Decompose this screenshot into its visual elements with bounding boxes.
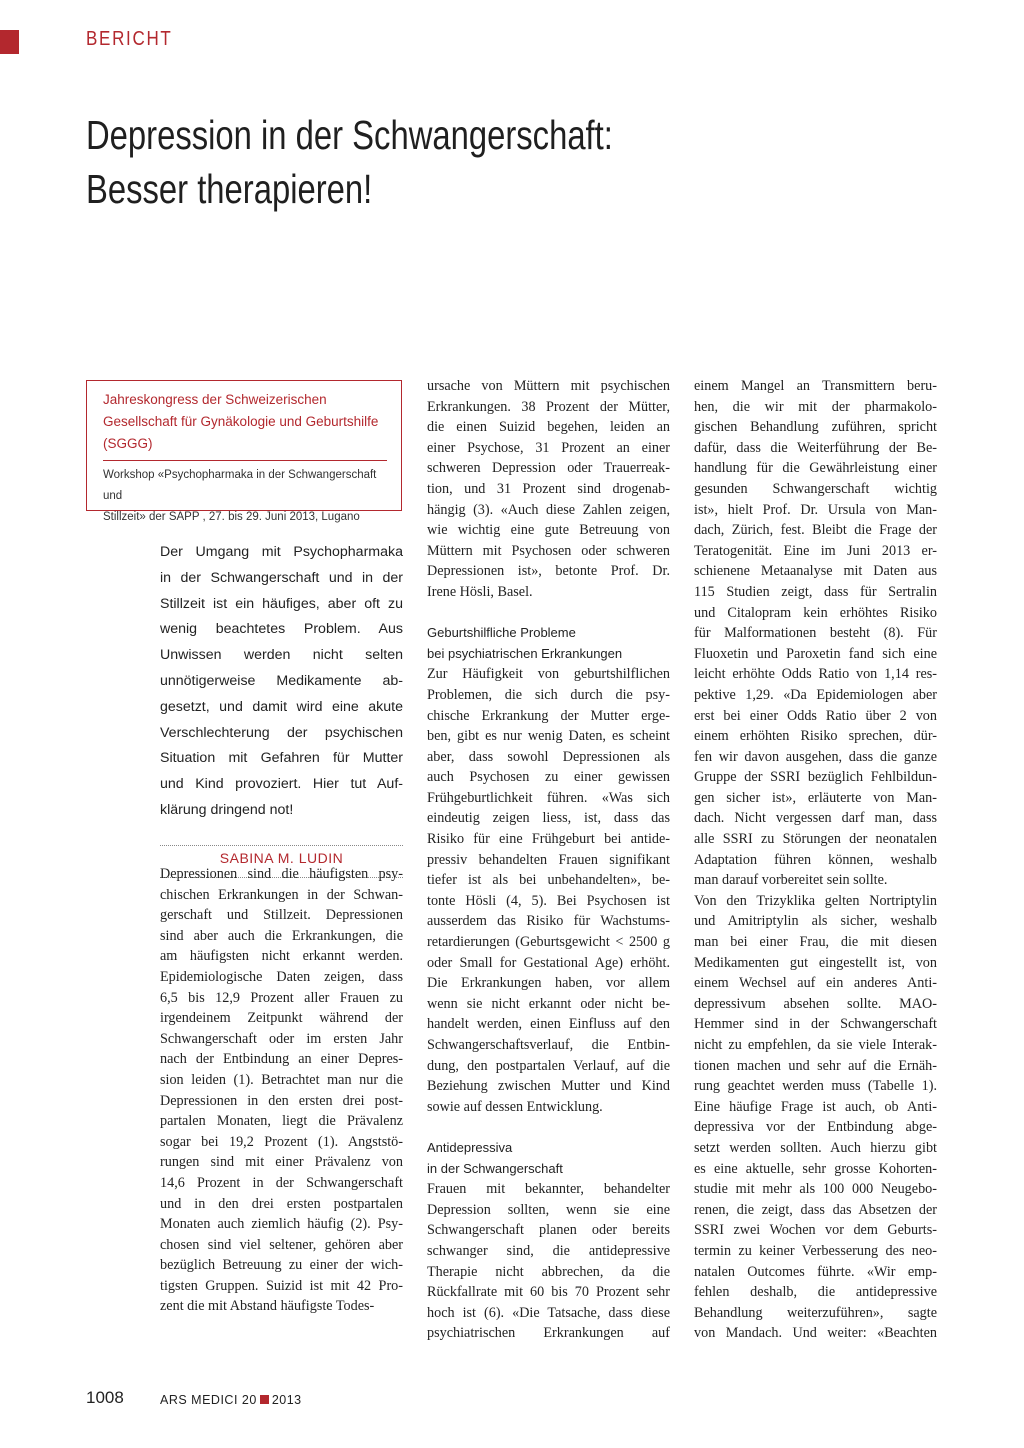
- text-line: leicht erhöhte Odds Ratio von 1,14 res-: [694, 666, 937, 683]
- title-line: Depression in der Schwangerschaft:: [86, 112, 613, 158]
- text-line: Adaptation führen können, weshalb: [694, 851, 937, 868]
- text-line: Risiko für eine Frühgeburt bei antide-: [427, 831, 670, 848]
- text-line: Depressionen sind die häufigsten psy-: [160, 866, 403, 882]
- text-line: handelt werden, einen Einfluss auf den: [427, 1016, 670, 1033]
- text-line: die einen Suizid begehen, leiden an: [427, 419, 670, 436]
- text-line: Der Umgang mit Psychopharmaka: [160, 544, 403, 560]
- author-name: SABINA M. LUDIN: [219, 850, 344, 866]
- text-line: unnötigerweise Medikamente ab-: [160, 672, 403, 689]
- congress-line: Gesellschaft für Gynäkologie und Geburtshilfe: [103, 414, 379, 429]
- text-line: depressiva vor der Entbindung abge-: [694, 1119, 937, 1136]
- subheading-line: in der Schwangerschaft: [427, 1160, 563, 1176]
- text-line: gerschaft und Stillzeit. Depressionen: [160, 907, 403, 924]
- text-line: Gruppe der SSRI bezüglich Fehlbildun-: [694, 769, 937, 786]
- workshop-info: [103, 465, 387, 528]
- text-line: tigsten Gruppen. Suizid ist mit 42 Pro-: [160, 1277, 403, 1294]
- text-line: Depressionen ist», betonte Prof. Dr.: [427, 563, 670, 580]
- body-paragraph: [694, 376, 937, 891]
- text-line: wenn sie nicht erkannt oder nicht be-: [427, 995, 670, 1012]
- text-line: Unwissen werden nicht selten: [160, 647, 403, 664]
- text-line: Situation mit Gefahren für Mutter: [160, 750, 403, 767]
- text-line: renen, die zeigt, dass das Absetzen der: [694, 1201, 937, 1218]
- subheading-line: Geburtshilfliche Probleme: [427, 625, 576, 641]
- text-line: tonte Hösli (4, 5). Bei Psychosen ist: [427, 892, 670, 909]
- text-line: Schwangerschaft oder im ersten Jahr: [160, 1030, 403, 1047]
- text-line: depressivum absehen sollte. MAO-: [694, 995, 937, 1012]
- text-line: chosen sind viel seltener, gehören aber: [160, 1236, 403, 1253]
- journal-name: ARS MEDICI 20: [160, 1393, 257, 1407]
- page-number: 1008: [86, 1388, 124, 1407]
- text-line: Irene Hösli, Basel.: [427, 583, 533, 600]
- text-line: Monaten auch ziemlich häufig (2). Psy-: [160, 1216, 403, 1233]
- text-line: rungen sind mit einer Prävalenz von: [160, 1154, 403, 1171]
- author-rule-top: [160, 845, 403, 846]
- text-line: dung, den postpartalen Verlauf, auf die: [427, 1057, 670, 1074]
- body-paragraph: [694, 891, 937, 1344]
- separator-square: [260, 1395, 269, 1404]
- text-line: Depression sollten, wenn sie eine: [427, 1201, 670, 1218]
- body-column-1: [160, 864, 403, 1317]
- text-line: auch Psychosen zu einer gewissen: [427, 769, 670, 786]
- text-line: gesetzt, und damit wird eine akute: [160, 698, 403, 715]
- text-line: einer Psychose, 31 Prozent an einer: [427, 439, 670, 456]
- text-line: dach. Nicht vergessen darf man, dass: [694, 810, 937, 827]
- text-line: Fluoxetin und Paroxetin fand sich eine: [694, 645, 937, 662]
- text-line: termin zu keiner Verbesserung des neo-: [694, 1242, 937, 1259]
- text-line: eindeutig zeigen liess, ist, dass das: [427, 810, 670, 827]
- text-line: bezüglich Betreuung zu einer der wich-: [160, 1257, 403, 1274]
- text-line: dach, Zürich, fest. Bleibt die Frage der: [694, 522, 937, 539]
- text-line: oder Small for Gestational Age) erhöht.: [427, 954, 670, 971]
- text-line: man darauf vorbereitet sein sollte.: [694, 872, 888, 889]
- text-line: sind aber auch die Erkrankungen, die: [160, 927, 403, 944]
- text-line: Problemen, die sich durch die psy-: [427, 686, 670, 703]
- text-line: Schwangerschaftsverlauf, die Entbin-: [427, 1037, 670, 1053]
- text-line: 115 Studien zeigt, dass für Sertralin: [694, 583, 937, 600]
- text-line: ausserdem das Risiko für Wachstums-: [427, 913, 670, 930]
- text-line: einem Wechsel auf ein anderes Anti-: [694, 975, 937, 992]
- text-line: ben, gibt es nur wenig Daten, es scheint: [427, 728, 670, 745]
- text-line: rung geachtet werden muss (Tabelle 1).: [694, 1078, 937, 1095]
- congress-info-box: [86, 380, 402, 523]
- text-line: in der Schwangerschaft und in der: [160, 569, 403, 586]
- text-line: natalen Outcomes führte. «Wir emp-: [694, 1263, 937, 1280]
- workshop-line: Workshop «Psychopharmaka in der Schwangerschaft und: [103, 469, 377, 502]
- lead-paragraph: [160, 540, 403, 824]
- text-line: Schwangerschaft planen oder bereits: [427, 1222, 670, 1239]
- text-line: fen wir davon ausgehen, dass die ganze: [694, 748, 937, 765]
- text-line: am häufigsten nicht erkannt werden.: [160, 948, 403, 965]
- text-line: hängig (3). «Auch diese Zahlen zeigen,: [427, 501, 670, 518]
- text-line: Verschlechterung der psychischen: [160, 724, 403, 741]
- text-line: Behandlung weiterzuführen», sagte: [694, 1304, 937, 1321]
- text-line: nach der Entbindung an einer Depres-: [160, 1051, 403, 1068]
- section-label: BERICHT: [86, 28, 173, 50]
- text-line: und Kind provoziert. Hier tut Auf-: [160, 776, 403, 793]
- text-line: studie mit mehr als 100 000 Neugebo-: [694, 1181, 937, 1198]
- text-line: tiefer ist als bei unbehandelten», be-: [427, 872, 670, 889]
- body-column-2: [427, 376, 670, 1344]
- body-paragraph: [427, 376, 670, 603]
- text-line: schienene Metaanalyse mit Daten aus: [694, 563, 937, 580]
- text-line: man bei einer Frau, die mit diesen: [694, 934, 937, 951]
- text-line: Beziehung zwischen Mutter und Kind: [427, 1078, 670, 1095]
- text-line: Von den Trizyklika gelten Nortriptylin: [694, 892, 937, 909]
- text-line: wie wichtig eine gute Betreuung von: [427, 522, 670, 539]
- text-line: tion, und 31 Prozent sind drogenab-: [427, 480, 670, 497]
- journal-footer: [160, 1393, 302, 1407]
- journal-year: 2013: [271, 1393, 302, 1407]
- text-line: erst bei einer Odds Ratio über 2 von: [694, 707, 937, 724]
- text-line: psychiatrischen Erkrankungen auf: [427, 1325, 670, 1342]
- text-line: Depressionen in den ersten drei post-: [160, 1092, 403, 1109]
- text-line: Eine häufige Frage ist auch, ob Anti-: [694, 1098, 937, 1115]
- subheading-line: Antidepressiva: [427, 1139, 513, 1155]
- text-line: ist», hielt Prof. Dr. Ursula von Man-: [694, 501, 937, 518]
- text-line: Teratogenität. Eine im Juni 2013 er-: [694, 542, 937, 559]
- text-line: gischen Behandlung zuführen, spricht: [694, 419, 937, 436]
- text-line: Therapie nicht abbrechen, da die: [427, 1263, 670, 1280]
- text-line: SSRI zwei Wochen vor dem Geburts-: [694, 1222, 937, 1239]
- text-line: aber, dass sowohl Depressionen als: [427, 748, 670, 765]
- text-line: Müttern mit Psychosen oder schweren: [427, 542, 670, 559]
- text-line: handlung für die Gewährleistung einer: [694, 460, 937, 477]
- text-line: Erkrankungen. 38 Prozent der Mütter,: [427, 398, 670, 415]
- section-marker: [0, 30, 19, 54]
- text-line: von Mandach. Und weiter: «Beachten: [694, 1325, 937, 1342]
- workshop-line: Stillzeit» der SAPP , 27. bis 29. Juni 2013, Lugano: [103, 511, 360, 523]
- text-line: Stillzeit ist ein häufiges, aber oft zu: [160, 595, 403, 612]
- text-line: Hemmer sind in der Schwangerschaft: [694, 1016, 937, 1033]
- title-line: Besser therapieren!: [86, 166, 373, 212]
- text-line: schweren Depression oder Trauerreak-: [427, 460, 670, 477]
- text-line: Zur Häufigkeit von geburtshilflichen: [427, 666, 670, 683]
- text-line: nicht zu empfehlen, da sie viele Interak-: [694, 1037, 937, 1053]
- text-line: chischen Erkrankungen in der Schwan-: [160, 886, 403, 903]
- text-line: sogar bei 19,2 Prozent (1). Angststö-: [160, 1133, 403, 1150]
- text-line: Frauen mit bekannter, behandelter: [427, 1181, 670, 1198]
- info-box-divider: [103, 460, 387, 461]
- text-line: und Amitriptylin als sicher, weshalb: [694, 913, 937, 930]
- text-line: es eine aktuelle, sehr grosse Kohorten-: [694, 1160, 937, 1177]
- text-line: retardierungen (Geburtsgewicht < 2500 g: [427, 934, 670, 951]
- congress-line: (SGGG): [103, 436, 153, 451]
- text-line: 14,6 Prozent in der Schwangerschaft: [160, 1174, 403, 1191]
- text-line: Die Erkrankungen haben, vor allem: [427, 975, 670, 992]
- text-line: ursache von Müttern mit psychischen: [427, 378, 670, 394]
- text-line: setzt werden sollten. Auch hierzu gibt: [694, 1139, 937, 1156]
- body-column-3: [694, 376, 937, 1344]
- text-line: hen, die wir mit der pharmakolo-: [694, 398, 937, 415]
- text-line: und Citalopram kein erhöhtes Risiko: [694, 604, 937, 621]
- body-paragraph: [427, 1179, 670, 1344]
- text-line: gen sicher ist», erläuterte von Man-: [694, 789, 937, 806]
- text-line: klärung dringend not!: [160, 801, 294, 818]
- subheading: [427, 623, 670, 664]
- subheading-line: bei psychiatrischen Erkrankungen: [427, 645, 623, 661]
- text-line: pektive 1,29. «Da Epidemiologen aber: [694, 686, 937, 703]
- text-line: 6,5 bis 12,9 Prozent aller Frauen zu: [160, 989, 403, 1006]
- text-line: tionen machen und sehr auf die Ernäh-: [694, 1057, 937, 1074]
- text-line: pressiv behandelten Frauen signifikant: [427, 851, 670, 868]
- text-line: fehlen deshalb, die antidepressive: [694, 1284, 937, 1301]
- text-line: irgendeinem Zeitpunkt während der: [160, 1010, 403, 1027]
- text-line: Medikamenten gut eingestellt ist, von: [694, 954, 937, 971]
- text-line: schwanger sind, die antidepressive: [427, 1242, 670, 1259]
- text-line: zent die mit Abstand häufigste Todes-: [160, 1298, 375, 1315]
- text-line: einem Mangel an Transmittern beru-: [694, 378, 937, 394]
- article-title: [86, 108, 806, 216]
- body-paragraph: [427, 664, 670, 1117]
- text-line: dafür, dass die Weiterführung der Be-: [694, 439, 937, 456]
- text-line: alle SSRI zu Störungen der neonatalen: [694, 831, 937, 848]
- text-line: für Malformationen besteht (8). Für: [694, 625, 937, 642]
- text-line: Frühgeburtlichkeit führen. «Was sich: [427, 789, 670, 806]
- text-line: sion leiden (1). Betrachtet man nur die: [160, 1071, 403, 1088]
- congress-line: Jahreskongress der Schweizerischen: [103, 392, 327, 407]
- text-line: chische Erkrankung der Mutter erge-: [427, 707, 670, 724]
- text-line: Epidemiologische Daten zeigen, dass: [160, 968, 403, 985]
- text-line: wenig beachtetes Problem. Aus: [160, 621, 403, 638]
- text-line: und in den drei ersten postpartalen: [160, 1195, 403, 1212]
- text-line: einem erhöhten Risiko sprechen, dür-: [694, 728, 937, 745]
- subheading: [427, 1138, 670, 1179]
- text-line: partalen Monaten, liegt die Prävalenz: [160, 1113, 403, 1130]
- text-line: gesunden Schwangerschaft wichtig: [694, 480, 937, 497]
- text-line: sowie auf dessen Entwicklung.: [427, 1098, 603, 1115]
- text-line: hoch ist (6). «Die Tatsache, dass diese: [427, 1304, 670, 1321]
- body-paragraph: [160, 864, 403, 1317]
- congress-name: [103, 389, 387, 455]
- text-line: Rückfallrate mit 60 bis 70 Prozent sehr: [427, 1284, 670, 1301]
